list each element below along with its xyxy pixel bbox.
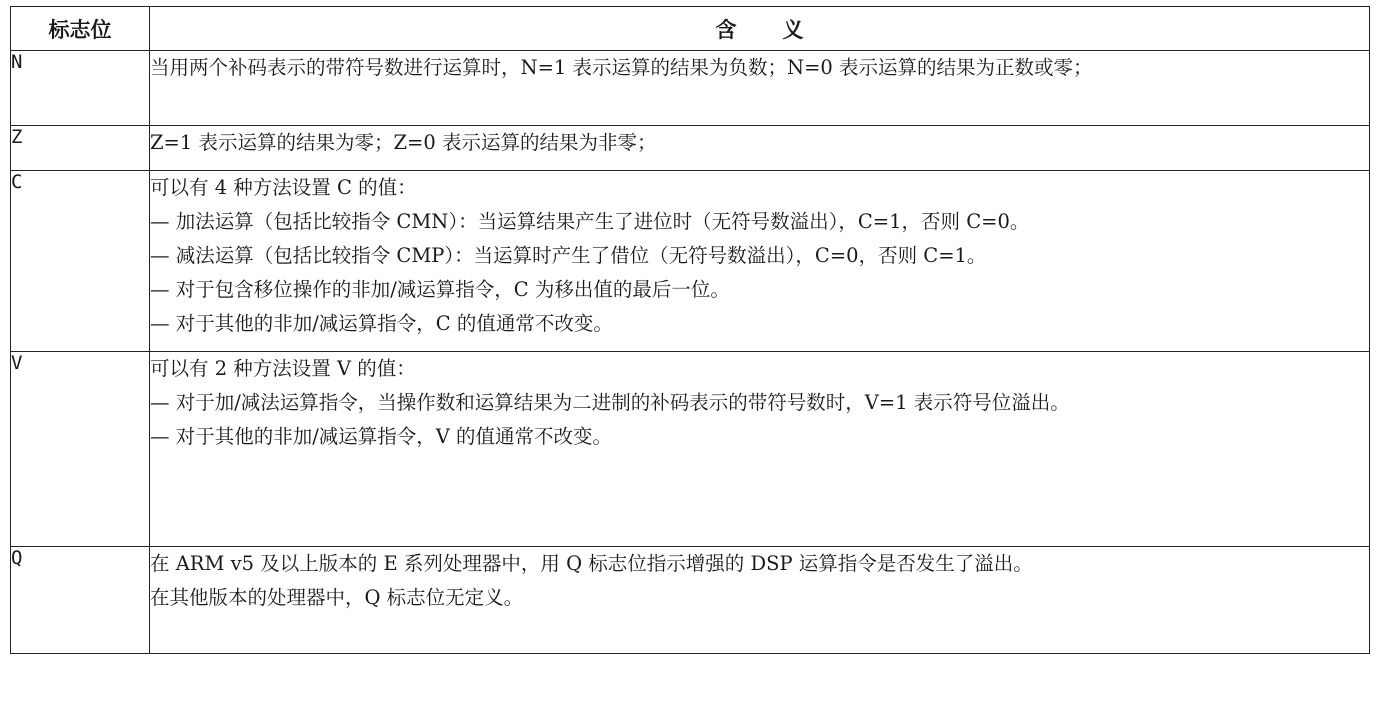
flag-cell: Q [11,547,150,654]
meaning-line: 在其他版本的处理器中，Q 标志位无定义。 [150,586,524,609]
meaning-line: — 加法运算（包括比较指令 CMN）：当运算结果产生了进位时（无符号数溢出），C=1，否则 C=0。 [150,210,1030,233]
meaning-line: 当用两个补码表示的带符号数进行运算时，N=1 表示运算的结果为负数；N=0 表示运算的结果为正数或零； [150,56,1093,79]
table-row-c [11,171,1370,352]
table-row-z [11,126,1370,171]
header-meaning-b: 义 [782,17,804,42]
header-meaning [150,7,1370,51]
meaning-cell [150,547,1370,654]
meaning-line: 可以有 4 种方法设置 C 的值： [150,176,417,199]
meaning-cell [150,126,1370,171]
flag-table [10,6,1370,654]
meaning-cell [150,51,1370,126]
flag-cell: V [11,352,150,547]
header-row [11,7,1370,51]
meaning-line: — 减法运算（包括比较指令 CMP）：当运算时产生了借位（无符号数溢出），C=0，否则 C=1。 [150,244,987,267]
meaning-line: Z=1 表示运算的结果为零；Z=0 表示运算的结果为非零； [150,131,657,154]
meaning-line: — 对于其他的非加/减运算指令，C 的值通常不改变。 [150,312,613,335]
table-row-n [11,51,1370,126]
meaning-cell [150,352,1370,547]
flag-cell: N [11,51,150,126]
header-flag: 标志位 [11,7,150,51]
meaning-cell [150,171,1370,352]
meaning-line: — 对于加/减法运算指令，当操作数和运算结果为二进制的补码表示的带符号数时，V=1 表示符号位溢出。 [150,391,1070,414]
table-row-q [11,547,1370,654]
meaning-line: — 对于其他的非加/减运算指令，V 的值通常不改变。 [150,425,613,448]
flag-cell: C [11,171,150,352]
header-meaning-a: 含 [715,17,737,42]
meaning-line: 可以有 2 种方法设置 V 的值： [150,357,416,380]
meaning-line: 在 ARM v5 及以上版本的 E 系列处理器中，用 Q 标志位指示增强的 DSP 运算指令是否发生了溢出。 [150,552,1033,575]
meaning-line: — 对于包含移位操作的非加/减运算指令，C 为移出值的最后一位。 [150,278,730,301]
table-row-v [11,352,1370,547]
flag-cell: Z [11,126,150,171]
